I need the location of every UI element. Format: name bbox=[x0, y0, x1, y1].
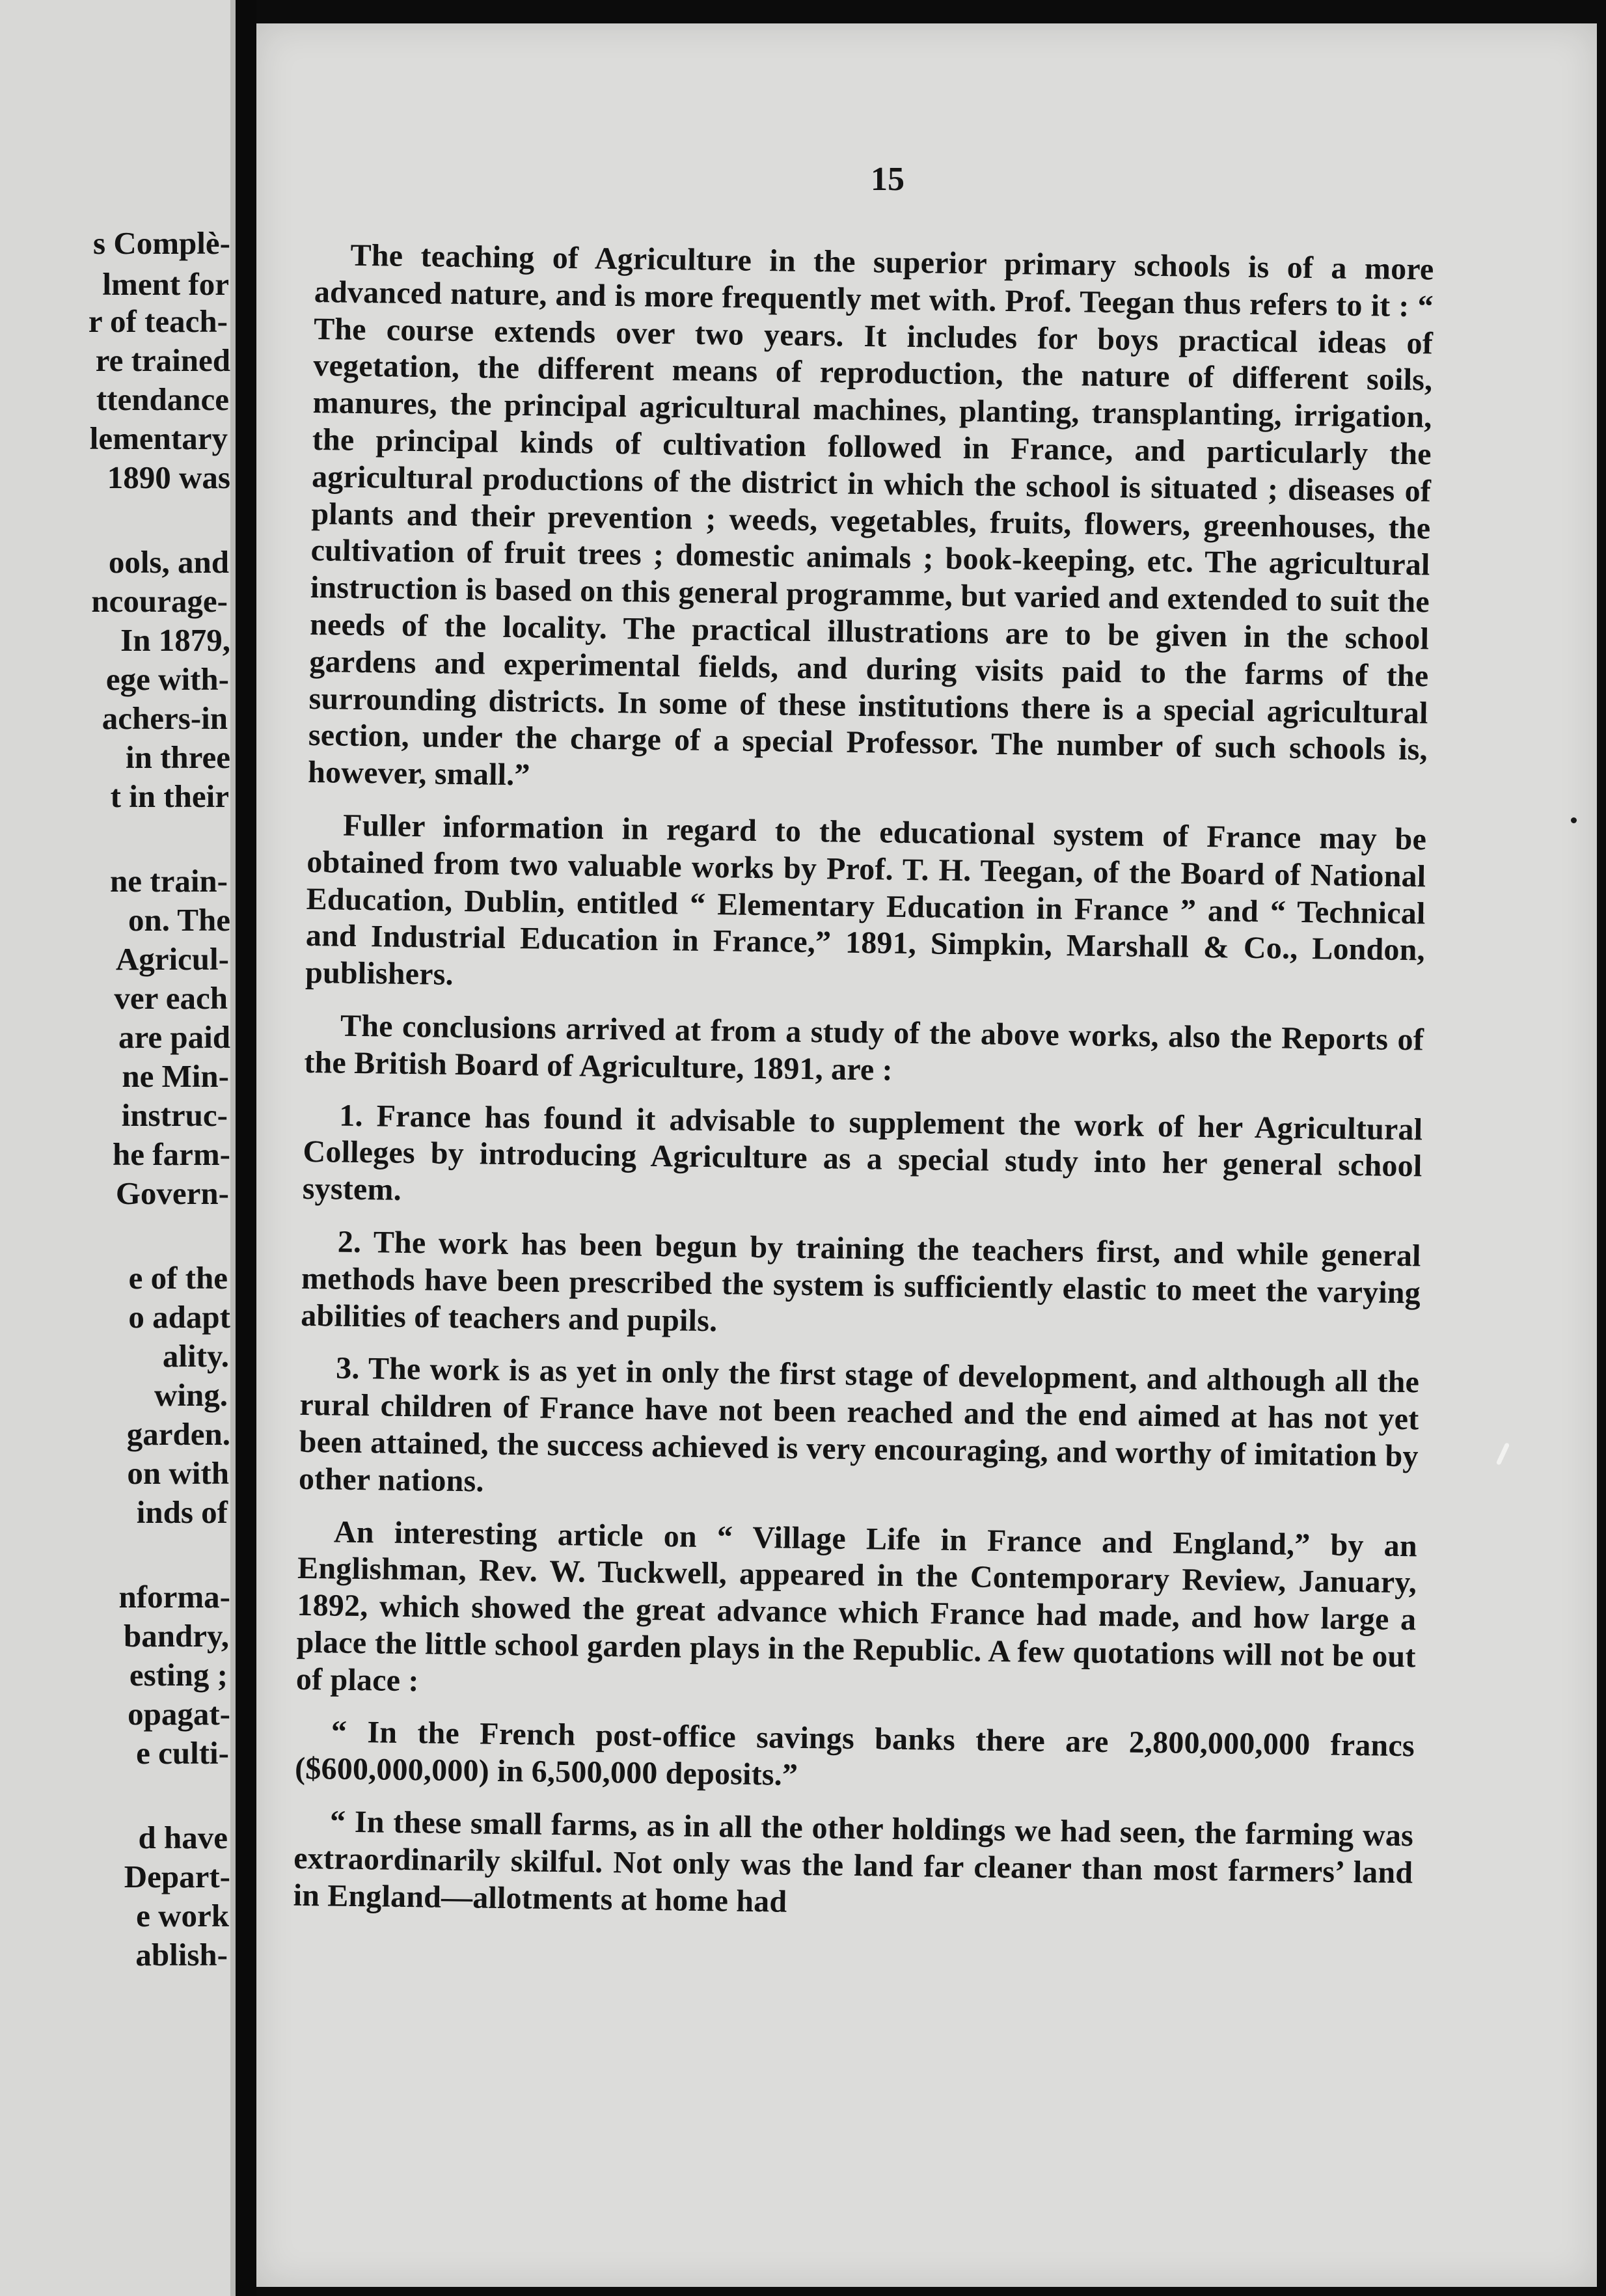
left-page-line: ality. bbox=[162, 1338, 229, 1374]
left-page-line: ttendance bbox=[96, 381, 229, 417]
paragraph-village-life-article: An interesting article on “ Village Life in France and England,” by an Englishman, Rev. W. Tuckwell, appeared in the Contemporary Review, January, 1892, which showed the great advance which France had made, and how large a place the little school garden plays in the Republic. A few quotations will not be out of place : bbox=[295, 1514, 1418, 1698]
left-page-line: ablish- bbox=[135, 1937, 228, 1973]
body-text bbox=[293, 237, 1434, 1929]
paper-speck bbox=[1496, 1442, 1510, 1466]
page-number: 15 bbox=[871, 161, 905, 198]
left-page-line: ools, and bbox=[108, 544, 229, 580]
conclusion-item-2: 2. The work has been begun by training the teachers first, and while general methods have been prescribed the system is sufficiently elastic to meet the varying abilities of teachers and pupils. bbox=[300, 1224, 1421, 1338]
left-page-line: e work bbox=[136, 1898, 229, 1934]
left-page-line: esting ; bbox=[129, 1657, 228, 1693]
left-page-line: Agricul- bbox=[115, 941, 229, 977]
paper-speck bbox=[1571, 817, 1577, 823]
conclusion-item-1: 1. France has found it advisable to supplement the work of her Agricultural Colleges by introducing Agriculture as a special study into her general school system. bbox=[302, 1098, 1423, 1207]
conclusion-item-3: 3. The work is as yet in only the first stage of development, and although all the rural children of France have not been reached and the end aimed at has not yet been attained, the success achieved is very encouraging, and worthy of imitation by other nations. bbox=[298, 1350, 1420, 1499]
book-gutter bbox=[236, 0, 256, 2296]
left-page-line: nforma- bbox=[118, 1579, 230, 1615]
left-page-line: wing. bbox=[154, 1377, 228, 1413]
quotation-small-farms: “ In these small farms, as in all the other holdings we had seen, the farming was extraordinarily skilful. Not only was the land far cleaner than most farmers’ land in England—allotments at home had bbox=[293, 1804, 1414, 1919]
left-page-line: ne Min- bbox=[122, 1058, 229, 1094]
right-page bbox=[256, 23, 1597, 2287]
paragraph-agriculture-teaching: The teaching of Agriculture in the superior primary schools is of a more advanced nature, and is more frequently met with. Prof. Teegan thus refers to it : “ The course extends over two years. It includes for boys practical ideas of vegetation, the different means of reproduction, the nature of different soils, manures, the principal agricultural machines, planting, transplanting, irrigation, the principal kinds of cultivation followed in France, and particularly the agricultural productions of the district in which the school is situated ; diseases of plants and their prevention ; weeds, vegetables, fruits, flowers, greenhouses, the cultivation of fruit trees ; domestic animals ; book-keeping, etc. The agricultural instruction is based on this general programme, but varied and extended to suit the needs of the locality. The practical illustrations are to be given in the school gardens and experimental fields, and during visits paid to the farms of the surrounding districts. In some of these institutions there is a special agricultural section, under the charge of a special Professor. The number of such schools is, however, small.” bbox=[307, 238, 1434, 793]
left-page-line: instruc- bbox=[121, 1097, 228, 1133]
left-page-line: Govern- bbox=[115, 1175, 229, 1211]
left-page-line: inds of bbox=[136, 1494, 228, 1530]
quotation-savings-banks: “ In the French post-office savings banks there are 2,800,000,000 francs ($600,000,000) in 6,500,000 deposits.” bbox=[294, 1715, 1415, 1793]
left-page-line: re trained bbox=[95, 342, 230, 378]
left-page-line: lment for bbox=[102, 266, 229, 302]
left-page-line: garden. bbox=[126, 1416, 230, 1452]
paragraph-conclusions: The conclusions arrived at from a study of the above works, also the Reports of the British Board of Agriculture, 1891, are : bbox=[304, 1008, 1424, 1087]
left-page-line: ncourage- bbox=[91, 583, 228, 619]
left-page-line: e culti- bbox=[136, 1735, 229, 1771]
left-page-line: in three bbox=[125, 739, 230, 775]
left-page-line: 1890 was bbox=[107, 459, 230, 495]
left-page-line: he farm- bbox=[113, 1136, 230, 1172]
left-page-line: lementary bbox=[89, 420, 228, 456]
left-page-line: Depart- bbox=[124, 1859, 230, 1894]
left-page-line: ver each bbox=[114, 980, 228, 1016]
left-page bbox=[0, 0, 236, 2296]
left-page-line: opagat- bbox=[128, 1696, 230, 1732]
left-page-line: on with bbox=[127, 1455, 229, 1491]
left-page-line: are paid bbox=[118, 1019, 230, 1055]
paragraph-fuller-information: Fuller information in regard to the educational system of France may be obtained from two valuable works by Prof. T. H. Teegan, of the Board of National Education, Dublin, entitled “ Elementary Education in France ” and “ Technical and Industrial Education in France,” 1891, Simpkin, Marshall & Co., London, publishers. bbox=[305, 808, 1427, 992]
left-page-line: o adapt bbox=[128, 1299, 230, 1335]
left-page-line: e of the bbox=[128, 1260, 228, 1296]
left-page-line: t in their bbox=[110, 778, 229, 814]
left-page-line: on. The bbox=[128, 902, 230, 938]
left-page-line: r of teach- bbox=[88, 303, 228, 339]
left-page-line: s Complè- bbox=[93, 225, 230, 261]
left-page-line: achers-in bbox=[102, 700, 228, 736]
left-page-line: In 1879, bbox=[120, 622, 230, 658]
left-page-line: bandry, bbox=[123, 1618, 229, 1654]
left-page-line: d have bbox=[138, 1820, 228, 1855]
left-page-line: ne train- bbox=[110, 863, 228, 899]
left-page-line: ege with- bbox=[105, 661, 229, 697]
